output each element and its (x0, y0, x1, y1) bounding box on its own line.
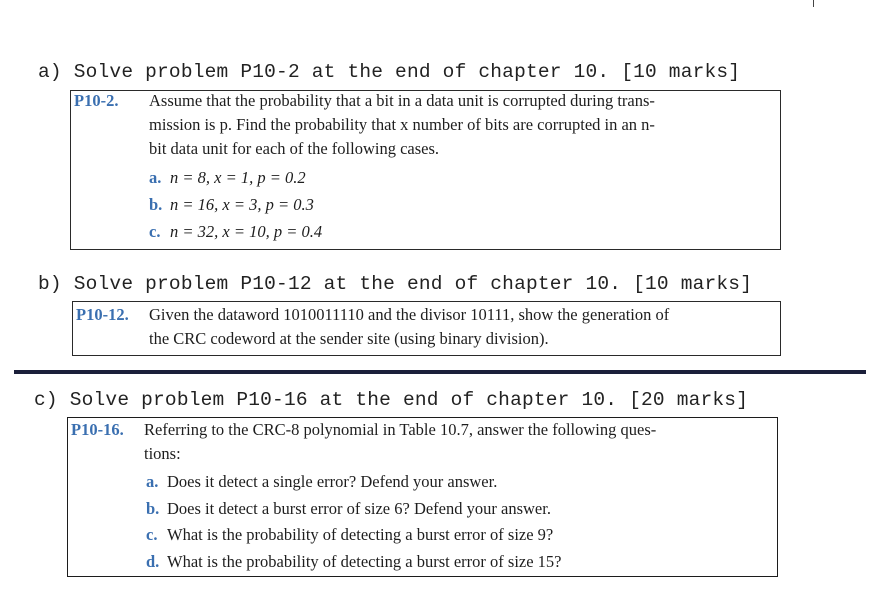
problem-box-p10-2 (70, 90, 781, 250)
section-b-heading: b) Solve problem P10-12 at the end of chapter 10. [10 marks] (38, 273, 753, 295)
item-text: Does it detect a single error? Defend your answer. (167, 472, 498, 491)
problem-id-p10-16: P10-16. (71, 420, 124, 439)
section-divider (14, 370, 866, 374)
problem-text-line: mission is p. Find the probability that x number of bits are corrupted in an n- (149, 115, 655, 134)
item-label: c. (146, 525, 158, 544)
item-text: n = 16, x = 3, p = 0.3 (170, 195, 314, 214)
item-text: What is the probability of detecting a burst error of size 9? (167, 525, 554, 544)
problem-text-line: bit data unit for each of the following cases. (149, 139, 440, 158)
item-label: d. (146, 552, 160, 571)
item-label: a. (149, 168, 162, 187)
problem-text-line: Assume that the probability that a bit in a data unit is corrupted during trans- (149, 91, 655, 110)
item-text: What is the probability of detecting a burst error of size 15? (167, 552, 562, 571)
item-label: c. (149, 222, 161, 241)
item-text: n = 8, x = 1, p = 0.2 (170, 168, 306, 187)
item-text: n = 32, x = 10, p = 0.4 (170, 222, 323, 241)
problem-text-line: Referring to the CRC-8 polynomial in Table 10.7, answer the following ques- (144, 420, 657, 439)
problem-id-p10-2: P10-2. (74, 91, 119, 110)
item-label: b. (149, 195, 163, 214)
section-a-heading: a) Solve problem P10-2 at the end of chapter 10. [10 marks] (38, 61, 741, 83)
item-label: b. (146, 499, 160, 518)
item-text: Does it detect a burst error of size 6? Defend your answer. (167, 499, 551, 518)
problem-id-p10-12: P10-12. (76, 305, 129, 324)
problem-box-p10-16 (67, 417, 778, 577)
edge-tick-mark (813, 0, 814, 7)
problem-box-p10-12 (72, 301, 781, 356)
problem-text-line: the CRC codeword at the sender site (using binary division). (149, 329, 549, 348)
section-c-heading: c) Solve problem P10-16 at the end of chapter 10. [20 marks] (34, 389, 749, 411)
problem-text-line: Given the dataword 1010011110 and the divisor 10111, show the generation of (149, 305, 670, 324)
problem-text-line: tions: (144, 444, 181, 463)
item-label: a. (146, 472, 159, 491)
